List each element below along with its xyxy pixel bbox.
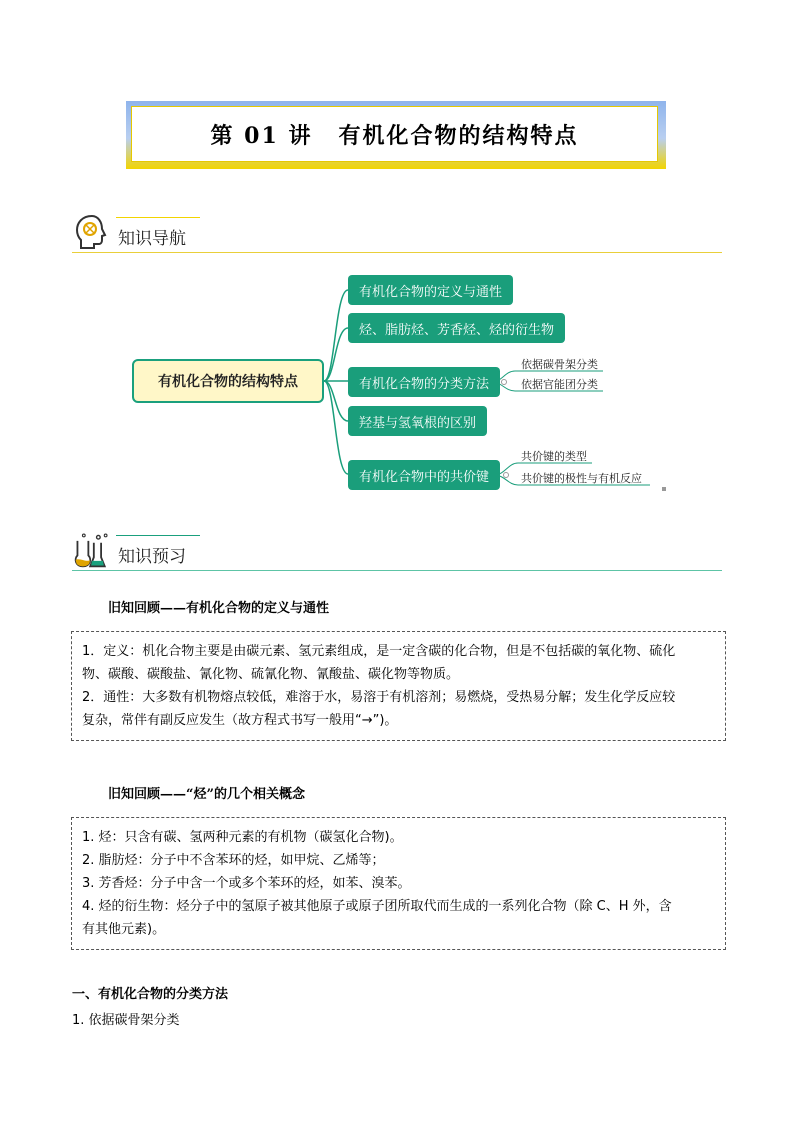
connector-4 xyxy=(324,381,348,421)
review2-line-1: 1. 烃：只含有碳、氢两种元素的有机物（碳氢化合物)。 xyxy=(82,830,403,845)
review1-line-4: 复杂，常伴有副反应发生（故方程式书写一般用“→”)。 xyxy=(82,713,398,728)
part1-subheading: 1. 依据碳骨架分类 xyxy=(72,1013,180,1028)
section-accent-line xyxy=(116,217,200,218)
mindmap xyxy=(130,270,675,500)
mindmap-leaf-bond-polarity: 共价键的极性与有机反应 xyxy=(521,472,642,485)
section-divider xyxy=(72,252,722,253)
lab-flask-icon xyxy=(72,530,112,570)
section-knowledge-preview xyxy=(72,530,722,575)
connector-5 xyxy=(324,381,348,474)
mindmap-branch-classification: 有机化合物的分类方法 xyxy=(348,367,500,397)
review2-line-2: 2. 脂肪烃：分子中不含苯环的烃，如甲烷、乙烯等； xyxy=(82,853,385,868)
section-divider xyxy=(72,570,722,571)
title-box xyxy=(131,106,658,162)
section-title-preview: 知识预习 xyxy=(118,547,186,567)
mindmap-root: 有机化合物的结构特点 xyxy=(132,359,324,403)
review2-line-5: 有其他元素)。 xyxy=(82,922,166,937)
review2-heading: 旧知回顾——“烃”的几个相关概念 xyxy=(108,787,305,802)
connector-1 xyxy=(324,290,348,381)
lecture-number: 第 01 讲 xyxy=(210,122,313,149)
review1-box xyxy=(71,631,726,741)
section-accent-line xyxy=(116,535,200,536)
review1-line-2: 物、碳酸、碳酸盐、氰化物、硫氰化物、氰酸盐、碳化物等物质。 xyxy=(82,667,460,682)
review2-line-3: 3. 芳香烃：分子中含一个或多个苯环的烃，如苯、溴苯。 xyxy=(82,876,411,891)
review1-heading: 旧知回顾——有机化合物的定义与通性 xyxy=(108,601,330,616)
mindmap-branch-hydrocarbons: 烃、脂肪烃、芳香烃、烃的衍生物 xyxy=(348,313,565,343)
review1-line-3: 2．通性：大多数有机物熔点较低，难溶于水，易溶于有机溶剂；易燃烧，受热易分解；发生化学反应较 xyxy=(82,690,676,705)
section-knowledge-nav xyxy=(72,212,722,257)
collapse-dot-icon xyxy=(502,380,507,385)
lecture-name: 有机化合物的结构特点 xyxy=(338,122,579,149)
mindmap-leaf-bond-type: 共价键的类型 xyxy=(521,450,587,463)
review2-line-4: 4. 烃的衍生物：烃分子中的氢原子被其他原子或原子团所取代而生成的一系列化合物（除 C、H 外，含 xyxy=(82,899,672,914)
brain-head-icon xyxy=(72,212,112,252)
page-title xyxy=(211,119,579,150)
connector-2 xyxy=(324,328,348,381)
review1-line-1: 1．定义：机化合物主要是由碳元素、氢元素组成，是一定含碳的化合物，但是不包括碳的氧化物、硫化 xyxy=(82,644,676,659)
section-title-nav: 知识导航 xyxy=(118,229,186,249)
resize-mark-icon xyxy=(662,487,666,491)
mindmap-leaf-carbon-skeleton: 依据碳骨架分类 xyxy=(521,358,598,371)
collapse-dot-icon xyxy=(504,473,509,478)
mindmap-branch-definition: 有机化合物的定义与通性 xyxy=(348,275,513,305)
mindmap-branch-covalent-bond: 有机化合物中的共价键 xyxy=(348,460,500,490)
part1-heading: 一、有机化合物的分类方法 xyxy=(72,987,229,1002)
review2-box xyxy=(71,817,726,950)
mindmap-branch-hydroxyl: 羟基与氢氧根的区别 xyxy=(348,406,487,436)
title-banner xyxy=(126,101,666,169)
mindmap-leaf-functional-group: 依据官能团分类 xyxy=(521,378,598,391)
